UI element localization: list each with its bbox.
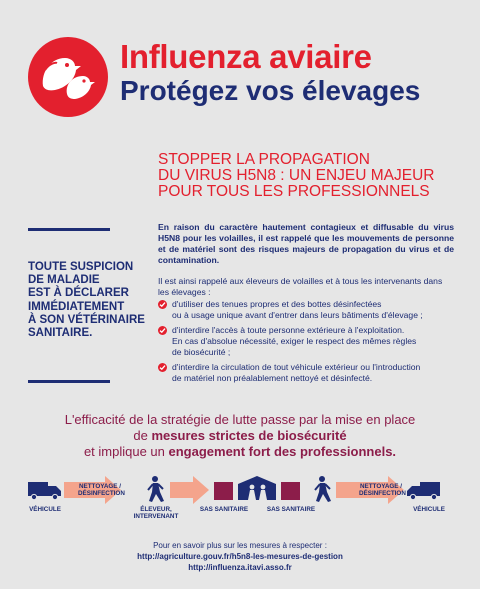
section-headline <box>158 152 458 200</box>
strategy-emphasis: mesures strictes de biosécurité <box>151 428 347 443</box>
alert-line: SANITAIRE. <box>28 327 93 340</box>
list-item-text: En cas d'absolue nécessité, exiger le respect des mêmes règles <box>172 336 417 346</box>
flow-label: SAS SANITAIRE <box>199 506 249 513</box>
footer-text: Pour en savoir plus sur les mesures à respecter : <box>153 541 327 550</box>
flow-label-line: INTERVENANT <box>133 513 179 520</box>
truck-icon <box>28 482 61 500</box>
divider <box>28 380 110 383</box>
barn-icon <box>238 476 276 500</box>
person-icon <box>148 476 164 502</box>
headline-line: STOPPER LA PROPAGATION <box>158 151 370 168</box>
list-item-text: d'interdire la circulation de tout véhicule extérieur ou l'introduction <box>172 362 421 372</box>
flow-label-line: DÉSINFECTION <box>78 490 125 498</box>
flow-label <box>359 483 406 498</box>
flow-label-line: DÉSINFECTION <box>359 490 406 498</box>
alert-box <box>28 261 145 340</box>
check-icon <box>158 363 167 372</box>
strategy-line <box>0 428 480 444</box>
strategy-statement <box>0 412 480 460</box>
divider <box>28 228 110 231</box>
list-item-text: d'interdire l'accès à toute personne extérieure à l'exploitation. <box>172 325 405 335</box>
biosecurity-flow <box>0 470 480 540</box>
intro-paragraph: En raison du caractère hautement contagieux et diffusable du virus H5N8 pour les volailles, il est rappelé que les mouvements de personne et de matériel sont des risques majeurs de propagation du virus et de contamination. <box>158 222 454 265</box>
flow-label-line: NETTOYAGE / <box>79 483 121 490</box>
lead-paragraph: Il est ainsi rappelé aux éleveurs de volailles et à tous les intervenants dans les élevages : <box>158 276 443 297</box>
flow-label: VÉHICULE <box>29 506 61 513</box>
flow-label-line: NETTOYAGE / <box>360 483 402 490</box>
strategy-text: de <box>133 428 152 443</box>
footer-link[interactable]: http://agriculture.gouv.fr/h5n8-les-mesures-de-gestion <box>137 552 343 561</box>
bird-logo-icon <box>27 36 109 118</box>
list-item-text: ou à usage unique avant d'entrer dans leurs bâtiments d'élevage ; <box>172 310 423 320</box>
headline-line: DU VIRUS H5N8 : UN ENJEU MAJEUR <box>158 167 435 184</box>
sas-block-icon <box>214 482 233 500</box>
strategy-line <box>0 444 480 460</box>
footer <box>0 540 480 573</box>
flow-label <box>78 483 125 498</box>
flow-label: VÉHICULE <box>413 506 445 513</box>
list-item-text: de biosécurité ; <box>172 347 231 357</box>
list-item-text: d'utiliser des tenues propres et des bottes désinfectées <box>172 299 382 309</box>
truck-icon <box>407 482 440 500</box>
alert-line: IMMÉDIATEMENT <box>28 300 125 313</box>
flow-label <box>130 506 182 520</box>
person-icon <box>315 476 331 502</box>
arrow-icon <box>170 476 209 504</box>
page-title: Influenza aviaire <box>120 38 372 75</box>
check-icon <box>158 300 167 309</box>
alert-line: TOUTE SUSPICION <box>28 261 134 273</box>
headline-line: POUR TOUS LES PROFESSIONNELS <box>158 183 430 200</box>
sas-block-icon <box>281 482 300 500</box>
strategy-line: L'efficacité de la stratégie de lutte passe par la mise en place <box>64 412 416 427</box>
alert-line: EST À DÉCLARER <box>28 287 129 300</box>
alert-line: À SON VÉTÉRINAIRE <box>28 313 145 326</box>
footer-link[interactable]: http://influenza.itavi.asso.fr <box>188 563 292 572</box>
flow-label: SAS SANITAIRE <box>266 506 316 513</box>
check-icon <box>158 326 167 335</box>
page-subtitle: Protégez vos élevages <box>120 75 421 106</box>
flow-label-line: ÉLEVEUR, <box>140 506 172 513</box>
strategy-emphasis: engagement fort des professionnels. <box>168 444 397 459</box>
strategy-text: et implique un <box>83 444 169 459</box>
list-item-text: de matériel non préalablement nettoyé et désinfecté. <box>172 373 373 383</box>
alert-line: DE MALADIE <box>28 274 100 287</box>
